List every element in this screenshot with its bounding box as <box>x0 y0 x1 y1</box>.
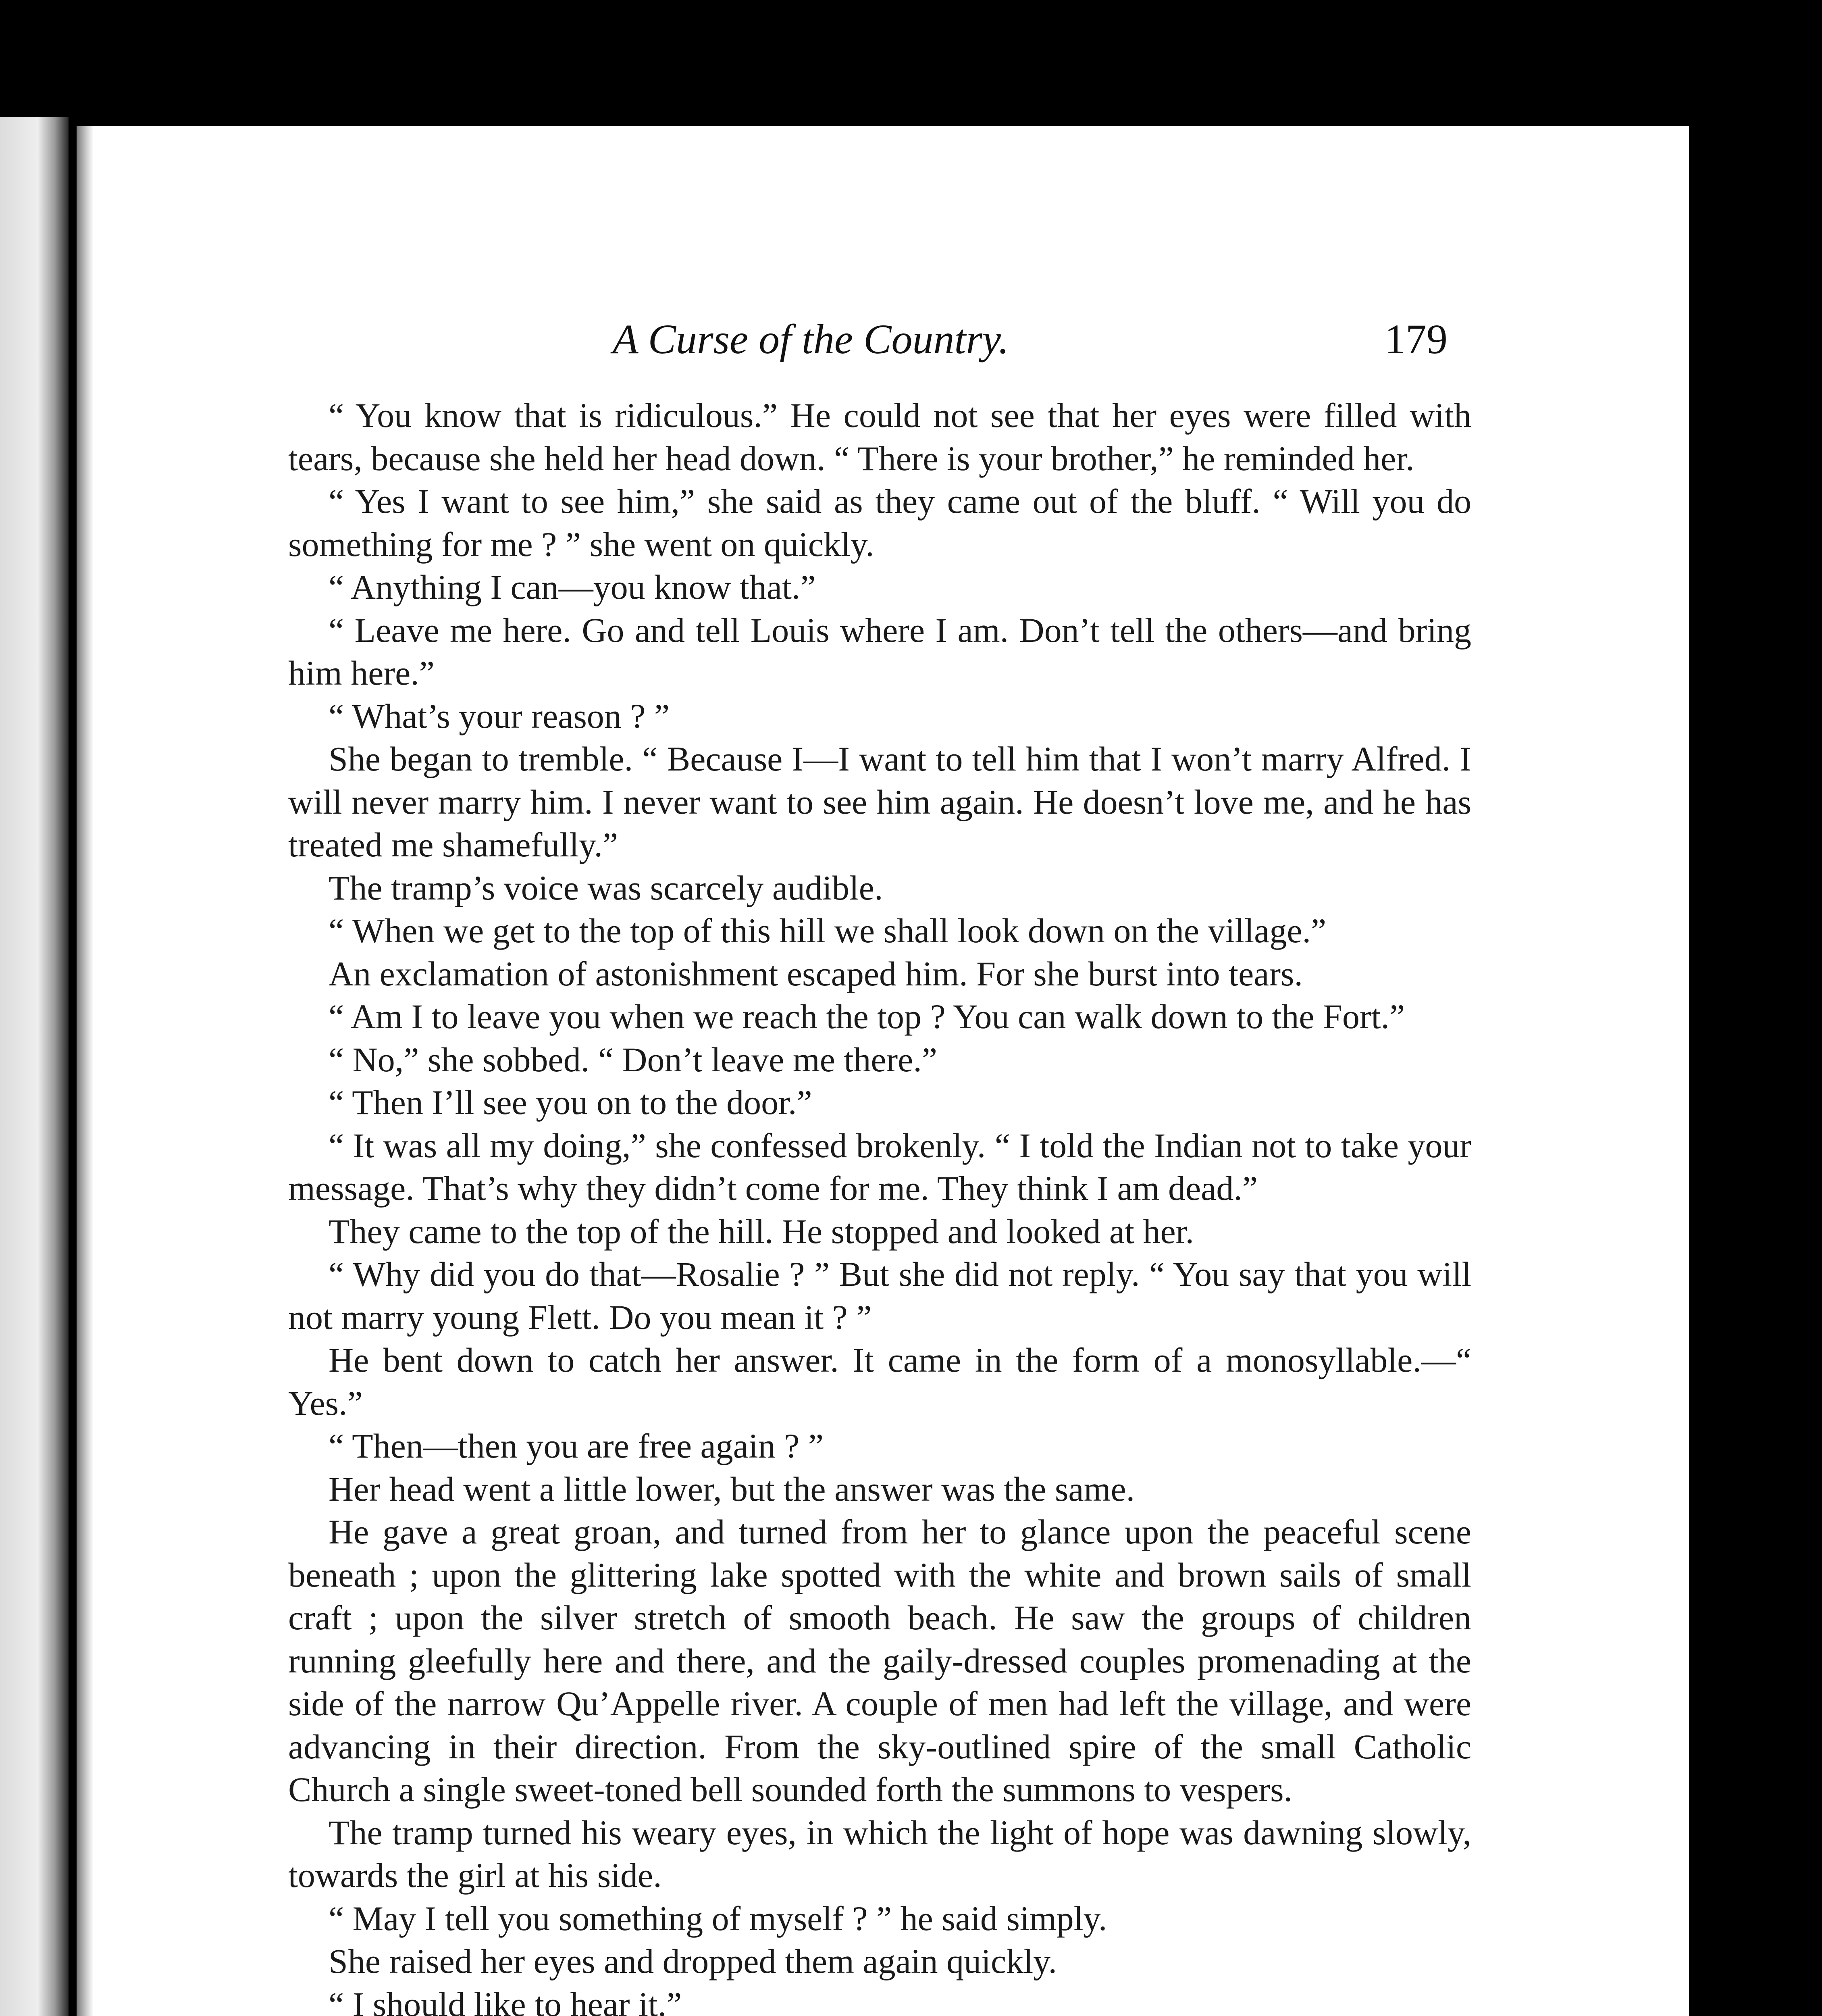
paragraph: “ What’s your reason ? ” <box>329 696 670 735</box>
paragraph: “ Then I’ll see you on to the door.” <box>329 1083 812 1122</box>
paragraph: “ Then—then you are free again ? ” <box>329 1427 824 1465</box>
paragraph: “ Anything I can—you know that.” <box>329 568 816 606</box>
paragraph: “ Leave me here. Go and tell Louis where I am. Don’t tell the others—and bring him here.” <box>288 610 1471 692</box>
page-number: 179 <box>1385 316 1448 362</box>
book-page <box>77 126 1689 2016</box>
facing-page-edge <box>0 117 69 2016</box>
paragraph: “ Why did you do that—Rosalie ? ” But she did not reply. “ You say that you will not marry young Flett. Do you mean it ? ” <box>288 1255 1471 1337</box>
paragraph: “ No,” she sobbed. “ Don’t leave me there.” <box>329 1040 937 1079</box>
paragraph: She began to tremble. “ Because I—I want to tell him that I won’t marry Alfred. I will never marry him. I never want to see him again. He doesn’t love me, and he has treated me shamefully.” <box>288 739 1471 864</box>
paragraph: “ Am I to leave you when we reach the top ? You can walk down to the Fort.” <box>329 997 1405 1036</box>
paragraph: An exclamation of astonishment escaped him. For she burst into tears. <box>329 954 1303 993</box>
paragraph: “ I should like to hear it.” <box>329 1985 682 2016</box>
paragraph: He gave a great groan, and turned from her to glance upon the peaceful scene beneath ; upon the glittering lake spotted with the white and brown sails of small craft ; upon the silver stretch of smooth beach. He saw the groups of children running gleefully here and there, and the gaily-dressed couples promenading at the side of the narrow Qu’Appelle river. A couple of men had left the village, and were advancing in their direction. From the sky-outlined spire of the small Catholic Church a single sweet-toned bell sounded forth the summons to vespers. <box>288 1512 1471 1809</box>
paragraph: They came to the top of the hill. He stopped and looked at her. <box>329 1212 1194 1251</box>
paragraph: The tramp’s voice was scarcely audible. <box>329 868 883 907</box>
paragraph: “ When we get to the top of this hill we shall look down on the village.” <box>329 911 1327 950</box>
paragraph: “ May I tell you something of myself ? ” he said simply. <box>329 1899 1107 1938</box>
paragraph: “ You know that is ridiculous.” He could not see that her eyes were filled with tears, because she held her head down. “ There is your brother,” he reminded her. <box>288 396 1471 478</box>
paragraph: The tramp turned his weary eyes, in which the light of hope was dawning slowly, towards the girl at his side. <box>288 1813 1471 1895</box>
body-text <box>288 394 1471 2016</box>
gutter-shadow <box>77 126 94 2016</box>
paragraph: Her head went a little lower, but the answer was the same. <box>329 1469 1135 1508</box>
running-title: A Curse of the Country. <box>613 316 1009 362</box>
paragraph: “ It was all my doing,” she confessed brokenly. “ I told the Indian not to take your message. That’s why they didn’t come for me. They think I am dead.” <box>288 1126 1471 1208</box>
paragraph: “ Yes I want to see him,” she said as they came out of the bluff. “ Will you do something for me ? ” she went on quickly. <box>288 482 1471 564</box>
paragraph: She raised her eyes and dropped them again quickly. <box>329 1942 1057 1981</box>
paragraph: He bent down to catch her answer. It came in the form of a monosyllable.—“ Yes.” <box>288 1341 1471 1422</box>
